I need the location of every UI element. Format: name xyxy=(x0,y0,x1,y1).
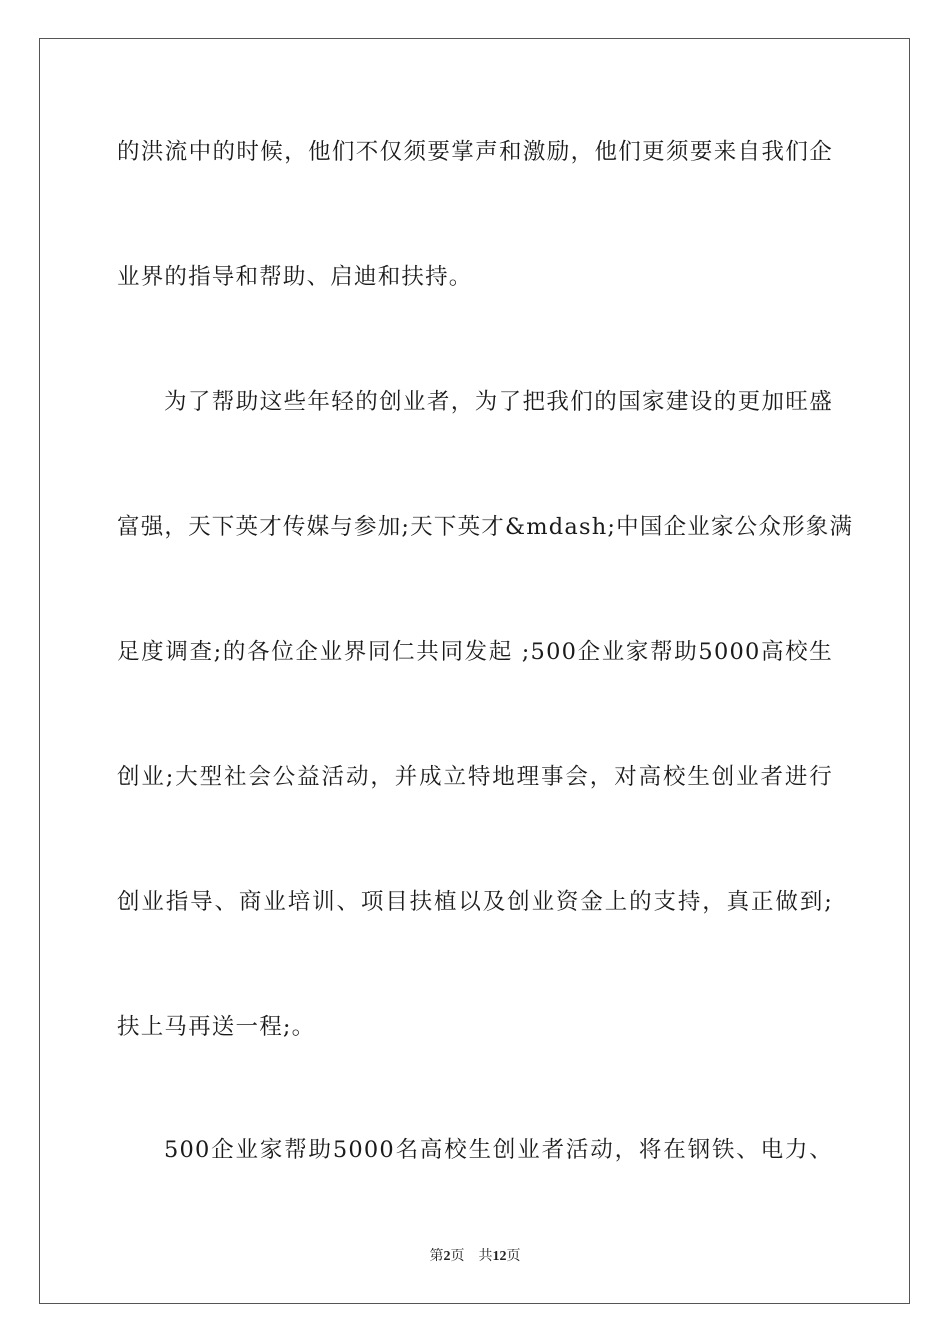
body-line-5: 足度调查;的各位企业界同仁共同发起 ;500企业家帮助5000高校生 xyxy=(117,639,833,665)
footer-total-pages: 12 xyxy=(492,1249,507,1264)
body-line-1: 的洪流中的时候，他们不仅须要掌声和激励，他们更须要来自我们企 xyxy=(117,139,833,165)
footer-page-suffix: 页 xyxy=(450,1249,465,1264)
page-frame xyxy=(39,38,910,1304)
body-line-4: 富强，天下英才传媒与参加;天下英才&mdash;中国企业家公众形象满 xyxy=(117,514,854,540)
body-line-2: 业界的指导和帮助、启迪和扶持。 xyxy=(117,264,473,290)
footer-current-page: 2 xyxy=(443,1249,451,1264)
page-footer xyxy=(0,1248,950,1266)
footer-total-suffix: 页 xyxy=(506,1249,521,1264)
footer-total-prefix: 共 xyxy=(478,1249,493,1264)
body-line-6: 创业;大型社会公益活动，并成立特地理事会，对高校生创业者进行 xyxy=(117,764,833,790)
body-line-9: 500企业家帮助5000名高校生创业者活动，将在钢铁、电力、 xyxy=(164,1137,833,1163)
footer-prefix: 第 xyxy=(429,1249,444,1264)
body-line-8: 扶上马再送一程;。 xyxy=(117,1014,316,1040)
body-line-7: 创业指导、商业培训、项目扶植以及创业资金上的支持，真正做到; xyxy=(117,889,833,915)
body-line-3: 为了帮助这些年轻的创业者，为了把我们的国家建设的更加旺盛 xyxy=(164,389,833,415)
